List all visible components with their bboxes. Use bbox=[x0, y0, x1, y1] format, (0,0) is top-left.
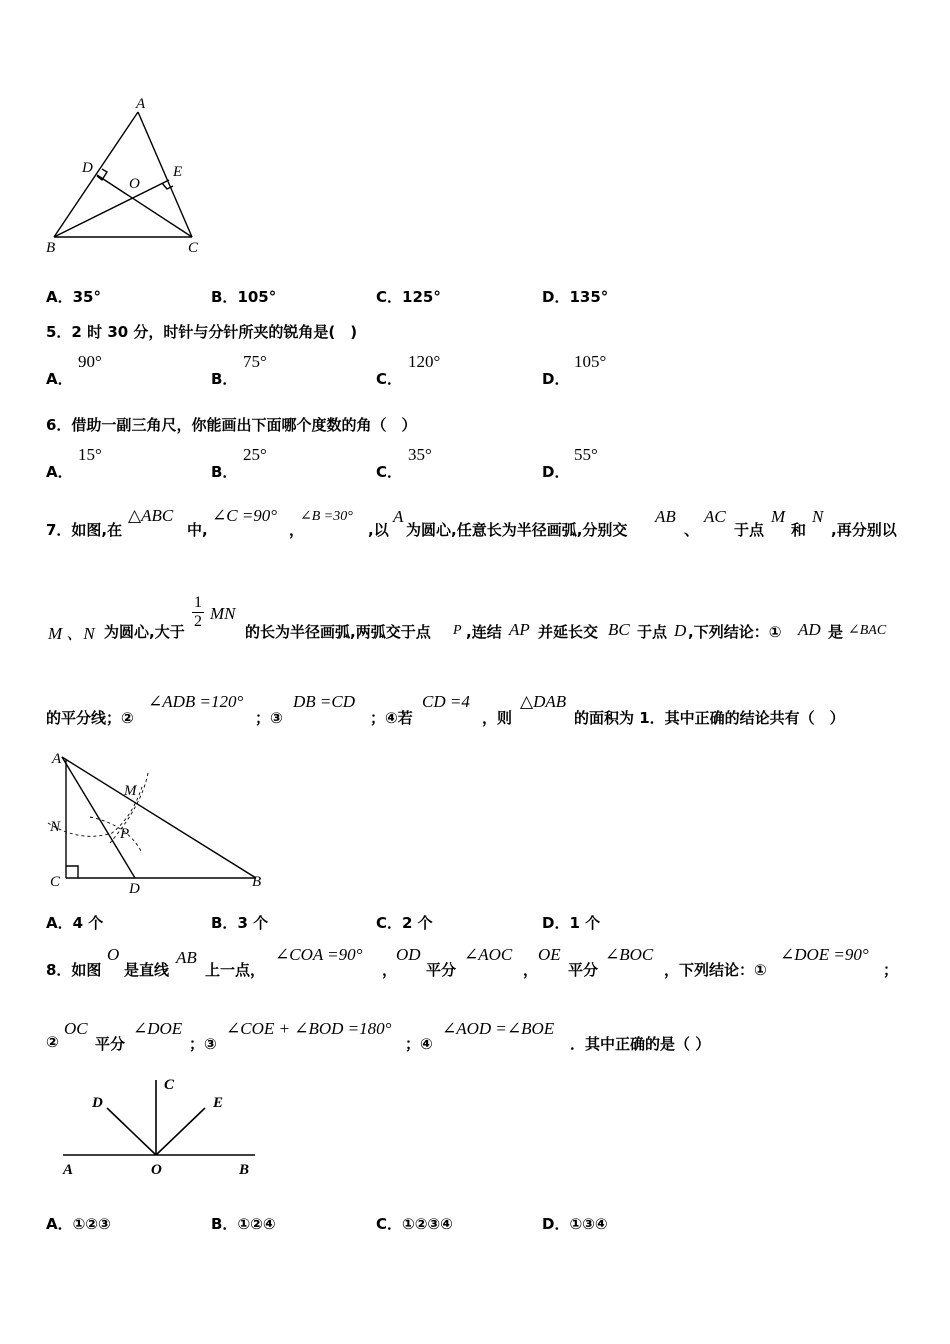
option-text: 1 个 bbox=[569, 914, 601, 932]
label-p: P bbox=[120, 826, 130, 842]
option-letter: D． bbox=[542, 370, 570, 388]
q7-option-c[interactable] bbox=[376, 912, 433, 933]
q7-math: D bbox=[674, 621, 687, 640]
option-letter: A． bbox=[46, 370, 73, 388]
right-angle-c bbox=[66, 866, 78, 878]
q7-text: 为圆心,大于 bbox=[104, 623, 185, 641]
option-letter: D． bbox=[542, 288, 570, 306]
label-b: B bbox=[252, 874, 262, 890]
option-letter: A． bbox=[46, 914, 73, 932]
label-c: C bbox=[188, 240, 199, 256]
q7-math: △ABC bbox=[128, 506, 174, 525]
q8-option-d[interactable] bbox=[542, 1213, 608, 1234]
q8-math: ∠COA =90° bbox=[275, 945, 363, 964]
q8-math: ∠AOD =∠BOE bbox=[442, 1019, 555, 1038]
q7-math: N bbox=[812, 507, 824, 526]
q8-text: ，下列结论：① bbox=[664, 961, 767, 979]
q7-math: A bbox=[393, 507, 404, 526]
option-letter: D． bbox=[542, 914, 570, 932]
label-a: A bbox=[52, 751, 62, 767]
label-o: O bbox=[129, 176, 140, 192]
label-d: D bbox=[92, 1095, 103, 1111]
q7-math: ∠B =30° bbox=[300, 509, 353, 524]
q7-math: BC bbox=[608, 620, 630, 639]
q8-text: ； bbox=[883, 961, 899, 979]
fraction-numerator: 1 bbox=[194, 594, 202, 611]
q8-text: 是直线 bbox=[124, 961, 170, 979]
ray-oe bbox=[156, 1108, 205, 1155]
q7-math: DB =CD bbox=[293, 692, 355, 711]
q7-text: 于点 bbox=[637, 623, 668, 641]
q7-text: 于点 bbox=[734, 521, 765, 539]
option-text: 125° bbox=[402, 288, 441, 306]
q6-option-d[interactable] bbox=[542, 461, 569, 482]
option-text: 105° bbox=[237, 288, 277, 306]
q4-triangle-figure bbox=[40, 92, 220, 262]
q7-text: ， bbox=[289, 521, 305, 539]
q7-math: P bbox=[453, 623, 462, 638]
q7-text: ；④若 bbox=[370, 709, 413, 727]
q5-option-d-value: 105° bbox=[574, 352, 607, 371]
q8-math: AB bbox=[176, 948, 197, 967]
option-letter: B． bbox=[211, 288, 238, 306]
option-text: ①②④ bbox=[237, 1215, 276, 1233]
label-d: D bbox=[82, 160, 93, 176]
q4-option-d[interactable] bbox=[542, 286, 608, 307]
q7-math: AC bbox=[704, 507, 726, 526]
q7-right-triangle-figure bbox=[40, 745, 280, 900]
option-letter: C． bbox=[376, 463, 403, 481]
q7-math: M bbox=[771, 507, 786, 526]
q7-math: AP bbox=[509, 620, 530, 639]
q8-text: 平分 bbox=[95, 1035, 126, 1053]
q5-option-a-value: 90° bbox=[78, 352, 102, 371]
q5-option-d[interactable] bbox=[542, 368, 569, 389]
option-letter: C． bbox=[376, 1215, 403, 1233]
q8-option-c[interactable] bbox=[376, 1213, 453, 1234]
q7-math: M 、N bbox=[48, 624, 95, 643]
q8-angle-figure bbox=[55, 1070, 270, 1180]
q7-math: AB bbox=[655, 507, 676, 526]
ray-od bbox=[107, 1108, 156, 1155]
q4-option-c[interactable] bbox=[376, 286, 441, 307]
q8-math: ∠DOE =90° bbox=[780, 945, 869, 964]
option-text: ①②③④ bbox=[402, 1215, 453, 1233]
q7-text: ,再分别以 bbox=[831, 521, 897, 539]
q6-option-a-value: 15° bbox=[78, 445, 102, 464]
q7-math: CD =4 bbox=[422, 692, 470, 711]
q8-math: ∠AOC bbox=[464, 945, 513, 964]
q8-text: ．其中正确的是（ ） bbox=[570, 1035, 711, 1053]
q6-option-c-value: 35° bbox=[408, 445, 432, 464]
label-m: M bbox=[124, 783, 137, 799]
label-b: B bbox=[46, 240, 56, 256]
q7-text: 为圆心,任意长为半径画弧,分别交 bbox=[406, 521, 628, 539]
label-o: O bbox=[151, 1162, 162, 1178]
q8-text: ；④ bbox=[405, 1035, 433, 1053]
label-b: B bbox=[239, 1162, 250, 1178]
option-text: 35° bbox=[72, 288, 101, 306]
q6-option-d-value: 55° bbox=[574, 445, 598, 464]
q8-text: ；③ bbox=[189, 1035, 217, 1053]
q8-text: 平分 bbox=[568, 961, 599, 979]
q7-option-b[interactable] bbox=[211, 912, 268, 933]
option-text: ①②③ bbox=[72, 1215, 111, 1233]
q8-option-a[interactable] bbox=[46, 1213, 111, 1234]
side-ab bbox=[54, 112, 138, 237]
q7-option-a[interactable] bbox=[46, 912, 103, 933]
q8-math: ∠COE + ∠BOD =180° bbox=[226, 1019, 392, 1038]
q6-option-b[interactable] bbox=[211, 461, 237, 482]
q7-text: 、 bbox=[684, 521, 700, 539]
option-letter: B． bbox=[211, 914, 238, 932]
option-letter: C． bbox=[376, 288, 403, 306]
side-ac bbox=[138, 112, 192, 237]
label-e: E bbox=[173, 164, 183, 180]
option-letter: A． bbox=[46, 1215, 73, 1233]
label-a: A bbox=[136, 96, 146, 112]
q7-math: ∠ADB =120° bbox=[148, 692, 244, 711]
label-c: C bbox=[164, 1077, 175, 1093]
option-letter: B． bbox=[211, 463, 238, 481]
q7-text: ,连结 bbox=[466, 623, 502, 641]
q7-text: ,以 bbox=[368, 521, 389, 539]
q6-stem: 6．借助一副三角尺，你能画出下面哪个度数的角（ ） bbox=[46, 416, 417, 434]
option-text: 135° bbox=[569, 288, 609, 306]
option-letter: A． bbox=[46, 288, 73, 306]
q7-math: ∠C =90° bbox=[212, 506, 278, 525]
q7-option-d[interactable] bbox=[542, 912, 600, 933]
label-n: N bbox=[50, 819, 61, 835]
q7-math: AD bbox=[798, 620, 821, 639]
q7-text: 的长为半径画弧,两弧交于点 bbox=[245, 623, 431, 641]
q8-math: O bbox=[107, 945, 120, 964]
option-letter: A． bbox=[46, 463, 73, 481]
q7-math: MN bbox=[210, 604, 236, 623]
q5-stem: 5．2 时 30 分，时针与分针所夹的锐角是( ) bbox=[46, 323, 358, 341]
option-letter: C． bbox=[376, 914, 403, 932]
q8-math: OC bbox=[64, 1019, 88, 1038]
q8-text: 平分 bbox=[426, 961, 457, 979]
label-e: E bbox=[213, 1095, 224, 1111]
q5-option-b-value: 75° bbox=[243, 352, 267, 371]
q5-option-c[interactable] bbox=[376, 368, 402, 389]
option-letter: D． bbox=[542, 1215, 570, 1233]
q7-text: ，则 bbox=[482, 709, 513, 727]
label-c: C bbox=[50, 874, 61, 890]
label-a: A bbox=[63, 1162, 74, 1178]
q5-option-a[interactable] bbox=[46, 368, 73, 389]
q8-math: ∠BOC bbox=[605, 945, 654, 964]
option-text: ①③④ bbox=[569, 1215, 608, 1233]
option-letter: D． bbox=[542, 463, 570, 481]
q7-text: 是 bbox=[828, 623, 844, 641]
option-text: 4 个 bbox=[72, 914, 104, 932]
fraction-denominator: 2 bbox=[194, 613, 202, 630]
option-text: 3 个 bbox=[237, 914, 269, 932]
label-d: D bbox=[129, 881, 140, 897]
q7-text: 的平分线；② bbox=[46, 709, 134, 727]
q4-option-a[interactable] bbox=[46, 286, 101, 307]
q7-math: ∠BAC bbox=[848, 623, 887, 638]
option-letter: C． bbox=[376, 370, 403, 388]
q7-text: 7．如图,在 bbox=[46, 521, 123, 539]
q8-math: ∠DOE bbox=[133, 1019, 183, 1038]
option-letter: B． bbox=[211, 1215, 238, 1233]
q6-option-c[interactable] bbox=[376, 461, 402, 482]
option-letter: B． bbox=[211, 370, 238, 388]
q6-option-b-value: 25° bbox=[243, 445, 267, 464]
q8-text: 上一点， bbox=[205, 961, 266, 979]
q7-text: 中, bbox=[187, 521, 208, 539]
option-text: 2 个 bbox=[402, 914, 433, 932]
q7-text: 并延长交 bbox=[538, 623, 599, 641]
q8-option-b[interactable] bbox=[211, 1213, 276, 1234]
q7-fraction bbox=[192, 594, 204, 631]
q8-text: 8．如图 bbox=[46, 961, 102, 979]
q4-option-b[interactable] bbox=[211, 286, 276, 307]
q6-option-a[interactable] bbox=[46, 461, 73, 482]
q5-option-b[interactable] bbox=[211, 368, 237, 389]
q8-math: OE bbox=[538, 945, 561, 964]
q8-math: OD bbox=[396, 945, 421, 964]
q8-text: ， bbox=[382, 961, 398, 979]
bisector-ad bbox=[62, 757, 135, 878]
q7-text: ,下列结论：① bbox=[688, 623, 782, 641]
altitude-be bbox=[54, 180, 169, 237]
q7-text: 的面积为 1．其中正确的结论共有（ ） bbox=[574, 709, 845, 727]
q7-math: △DAB bbox=[520, 692, 567, 711]
q7-text: 和 bbox=[791, 521, 807, 539]
altitude-cd bbox=[97, 175, 192, 237]
q8-text: ， bbox=[523, 961, 539, 979]
q5-option-c-value: 120° bbox=[408, 352, 441, 371]
q8-text: ② bbox=[46, 1033, 59, 1051]
q7-text: ；③ bbox=[255, 709, 283, 727]
